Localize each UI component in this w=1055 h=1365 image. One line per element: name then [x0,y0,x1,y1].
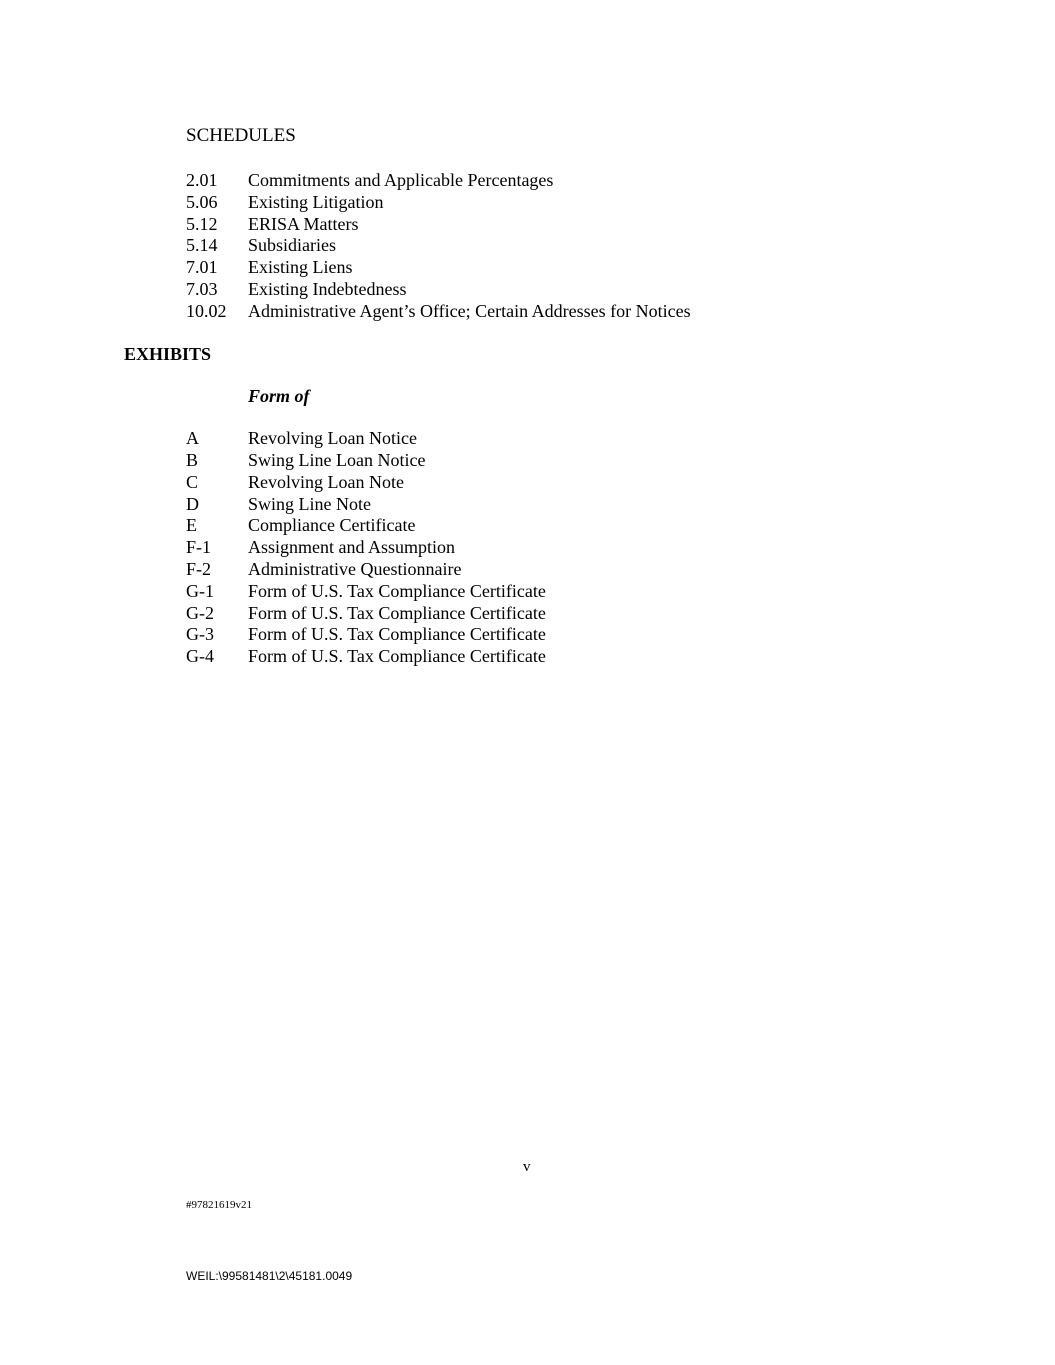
exhibit-letter: G-1 [186,581,214,601]
exhibit-letter: C [186,472,199,492]
exhibit-letter: F-1 [186,537,212,557]
exhibit-title: Revolving Loan Notice [248,428,417,448]
exhibit-title: Compliance Certificate [248,515,416,535]
exhibit-title: Swing Line Note [248,494,371,514]
exhibit-letter: A [186,428,199,448]
exhibit-title: Swing Line Loan Notice [248,450,426,470]
exhibit-letter: G-4 [186,646,214,666]
exhibit-letter: F-2 [186,559,212,579]
exhibit-title: Revolving Loan Note [248,472,404,492]
exhibit-letter: B [186,450,199,470]
exhibit-letter: E [186,515,197,535]
schedule-title: Existing Litigation [248,192,384,212]
exhibit-letter: G-3 [186,624,214,644]
schedule-number: 5.06 [186,192,218,212]
schedule-title: Subsidiaries [248,235,336,255]
file-reference: WEIL:\99581481\2\45181.0049 [186,1269,353,1283]
schedule-title: Existing Liens [248,257,353,277]
exhibit-title: Form of U.S. Tax Compliance Certificate [248,581,546,601]
schedule-title: Existing Indebtedness [248,279,407,299]
schedule-title: Administrative Agent’s Office; Certain Addresses for Notices [248,301,691,321]
schedule-title: Commitments and Applicable Percentages [248,170,554,190]
exhibit-title: Form of U.S. Tax Compliance Certificate [248,603,546,623]
exhibits-heading: EXHIBITS [124,344,212,364]
schedule-number: 10.02 [186,301,227,321]
exhibits-subheading: Form of [248,386,310,406]
schedule-number: 2.01 [186,170,218,190]
exhibit-title: Form of U.S. Tax Compliance Certificate [248,624,546,644]
schedule-number: 5.12 [186,214,218,234]
page-number: v [523,1159,531,1175]
exhibit-title: Administrative Questionnaire [248,559,462,579]
schedule-number: 5.14 [186,235,218,255]
schedule-number: 7.03 [186,279,218,299]
exhibit-letter: D [186,494,199,514]
schedule-title: ERISA Matters [248,214,359,234]
exhibit-title: Assignment and Assumption [248,537,456,557]
exhibit-title: Form of U.S. Tax Compliance Certificate [248,646,546,666]
document-id: #97821619v21 [186,1199,252,1211]
schedule-number: 7.01 [186,257,218,277]
exhibit-letter: G-2 [186,603,214,623]
schedules-heading: SCHEDULES [186,125,296,146]
